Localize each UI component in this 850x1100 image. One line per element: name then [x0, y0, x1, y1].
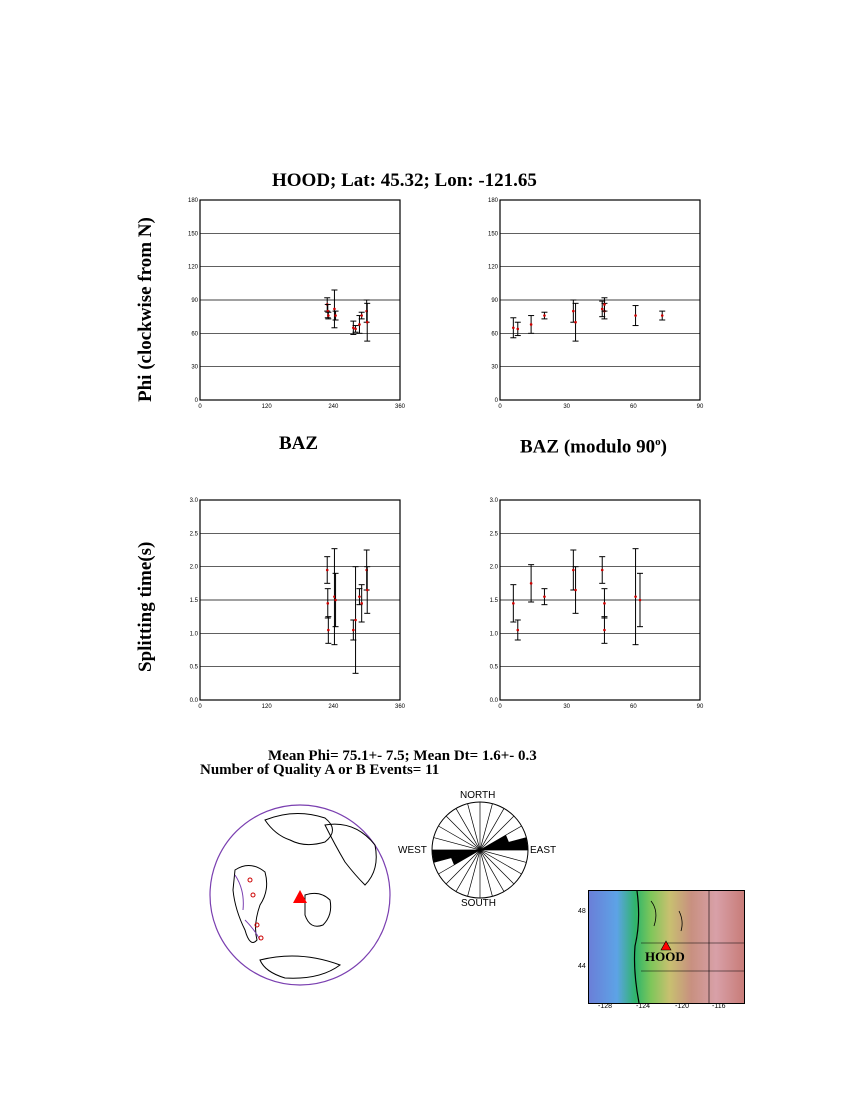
y-tick-label: 1.5	[189, 598, 198, 604]
phi-ylabel: Phi (clockwise from N)	[135, 217, 156, 402]
x-tick-label: 360	[394, 404, 406, 410]
baz-mod90-close: )	[660, 436, 667, 458]
data-point	[633, 549, 639, 645]
x-tick-label: 240	[328, 404, 339, 410]
y-tick-label: 120	[487, 264, 498, 271]
data-point	[659, 311, 665, 320]
point-marker	[543, 314, 546, 317]
baz-mod90-xlabel	[520, 436, 667, 458]
x-tick-label: 240	[328, 704, 339, 710]
point-marker	[352, 629, 355, 632]
y-tick-label: 2.5	[189, 531, 198, 538]
map-lat-tick: 48	[578, 908, 586, 915]
y-tick-label: 1.0	[489, 631, 498, 638]
y-tick-label: 0	[494, 398, 498, 404]
point-marker	[366, 589, 369, 592]
rose-west-label: WEST	[398, 845, 427, 856]
point-marker	[516, 328, 519, 331]
y-tick-label: 150	[187, 231, 198, 238]
x-tick-label: 30	[563, 704, 571, 710]
regional-map-overlay	[589, 891, 744, 1003]
x-tick-label: 120	[261, 704, 272, 710]
point-marker	[326, 569, 329, 572]
y-tick-label: 0.0	[489, 698, 498, 704]
y-tick-label: 120	[187, 264, 198, 271]
data-point	[333, 311, 339, 320]
point-marker	[360, 602, 363, 605]
data-point	[541, 312, 547, 319]
x-tick-label: 120	[261, 404, 272, 410]
data-point	[528, 316, 534, 334]
rose-south-label: SOUTH	[461, 898, 496, 909]
point-marker	[572, 569, 575, 572]
point-marker	[530, 323, 533, 326]
point-marker	[358, 595, 361, 598]
data-point	[633, 306, 639, 326]
x-tick-label: 0	[498, 704, 502, 710]
x-tick-label: 0	[498, 404, 502, 410]
point-marker	[354, 328, 357, 331]
event-count: Number of Quality A or B Events= 11	[200, 762, 440, 778]
state-borders	[641, 891, 744, 1003]
coastline	[635, 891, 640, 1003]
point-marker	[661, 314, 664, 317]
map-lon-tick: -124	[636, 1003, 651, 1010]
point-marker	[601, 308, 604, 311]
data-point	[510, 318, 516, 338]
point-marker	[512, 602, 515, 605]
point-marker	[603, 629, 606, 632]
rose-east-label: EAST	[530, 845, 557, 856]
point-marker	[366, 321, 369, 324]
point-marker	[634, 314, 637, 317]
y-tick-label: 2.0	[189, 564, 198, 571]
point-marker	[634, 595, 637, 598]
mean-stats: Mean Phi= 75.1+- 7.5; Mean Dt= 1.6+- 0.3	[268, 748, 537, 764]
point-marker	[512, 326, 515, 329]
data-point	[601, 617, 607, 644]
degree-superscript: o	[655, 436, 661, 448]
point-marker	[543, 595, 546, 598]
y-tick-label: 60	[491, 331, 498, 338]
data-point	[325, 617, 331, 644]
point-marker	[530, 582, 533, 585]
point-marker	[333, 308, 336, 311]
point-marker	[334, 599, 337, 602]
point-marker	[326, 602, 329, 605]
rose-north-label: NORTH	[460, 790, 496, 801]
point-marker	[516, 629, 519, 632]
y-tick-label: 30	[491, 364, 498, 371]
x-tick-label: 90	[696, 404, 704, 410]
x-tick-label: 60	[629, 704, 637, 710]
y-tick-label: 0.5	[189, 664, 198, 671]
point-marker	[603, 303, 606, 306]
y-tick-label: 2.5	[489, 531, 498, 538]
y-tick-label: 30	[191, 364, 198, 371]
point-marker	[352, 326, 355, 329]
y-tick-label: 1.0	[189, 631, 198, 638]
y-tick-label: 90	[491, 298, 498, 304]
point-marker	[334, 314, 337, 317]
point-marker	[358, 323, 361, 326]
data-point	[331, 549, 337, 645]
y-tick-label: 1.5	[489, 598, 498, 604]
data-point	[541, 589, 547, 605]
point-marker	[574, 321, 577, 324]
data-point	[364, 550, 370, 590]
y-tick-label: 150	[487, 231, 498, 238]
map-lat-tick: 44	[578, 963, 586, 970]
y-tick-label: 0	[194, 398, 198, 404]
point-marker	[574, 589, 577, 592]
data-point	[324, 557, 330, 584]
y-tick-label: 0.5	[489, 664, 498, 671]
dt-ylabel: Splitting time(s)	[135, 541, 156, 672]
point-marker	[360, 314, 363, 317]
data-point	[331, 290, 337, 328]
baz-xlabel: BAZ	[279, 433, 319, 454]
y-tick-label: 180	[487, 198, 498, 204]
dt-vs-baz-plot	[180, 490, 415, 710]
y-tick-label: 2.0	[489, 564, 498, 571]
phi-vs-baz-plot	[180, 190, 415, 410]
regional-map	[588, 890, 745, 1004]
point-marker	[603, 602, 606, 605]
point-marker	[327, 629, 330, 632]
data-point	[325, 589, 331, 618]
baz-mod90-text: BAZ (modulo 90	[520, 436, 656, 458]
rose-diagram	[430, 800, 530, 900]
water-bodies	[651, 901, 682, 931]
x-tick-label: 90	[696, 704, 704, 710]
dt-vs-baz-mod90-plot	[480, 490, 715, 710]
x-tick-label: 60	[629, 404, 637, 410]
data-point	[515, 620, 521, 640]
y-tick-label: 3.0	[189, 498, 198, 504]
x-tick-label: 0	[198, 704, 202, 710]
point-marker	[601, 569, 604, 572]
point-marker	[572, 310, 575, 313]
map-lon-tick: -116	[712, 1003, 726, 1010]
map-lon-tick: -128	[598, 1003, 613, 1010]
globe-map	[205, 800, 395, 990]
chart-title: HOOD; Lat: 45.32; Lon: -121.65	[272, 170, 537, 191]
x-tick-label: 30	[563, 404, 571, 410]
data-point	[599, 557, 605, 584]
data-point	[510, 585, 516, 622]
point-marker	[639, 599, 642, 602]
phi-vs-baz-mod90-plot	[480, 190, 715, 410]
x-tick-label: 360	[394, 704, 406, 710]
point-marker	[354, 619, 357, 622]
point-marker	[327, 314, 330, 317]
y-tick-label: 60	[191, 331, 198, 338]
map-lon-tick: -120	[675, 1003, 690, 1010]
y-tick-label: 180	[187, 198, 198, 204]
y-tick-label: 0.0	[189, 698, 198, 704]
x-tick-label: 0	[198, 404, 202, 410]
data-point	[528, 565, 534, 602]
y-tick-label: 90	[191, 298, 198, 304]
station-label: HOOD	[645, 949, 685, 964]
data-point	[601, 589, 607, 618]
y-tick-label: 3.0	[489, 498, 498, 504]
